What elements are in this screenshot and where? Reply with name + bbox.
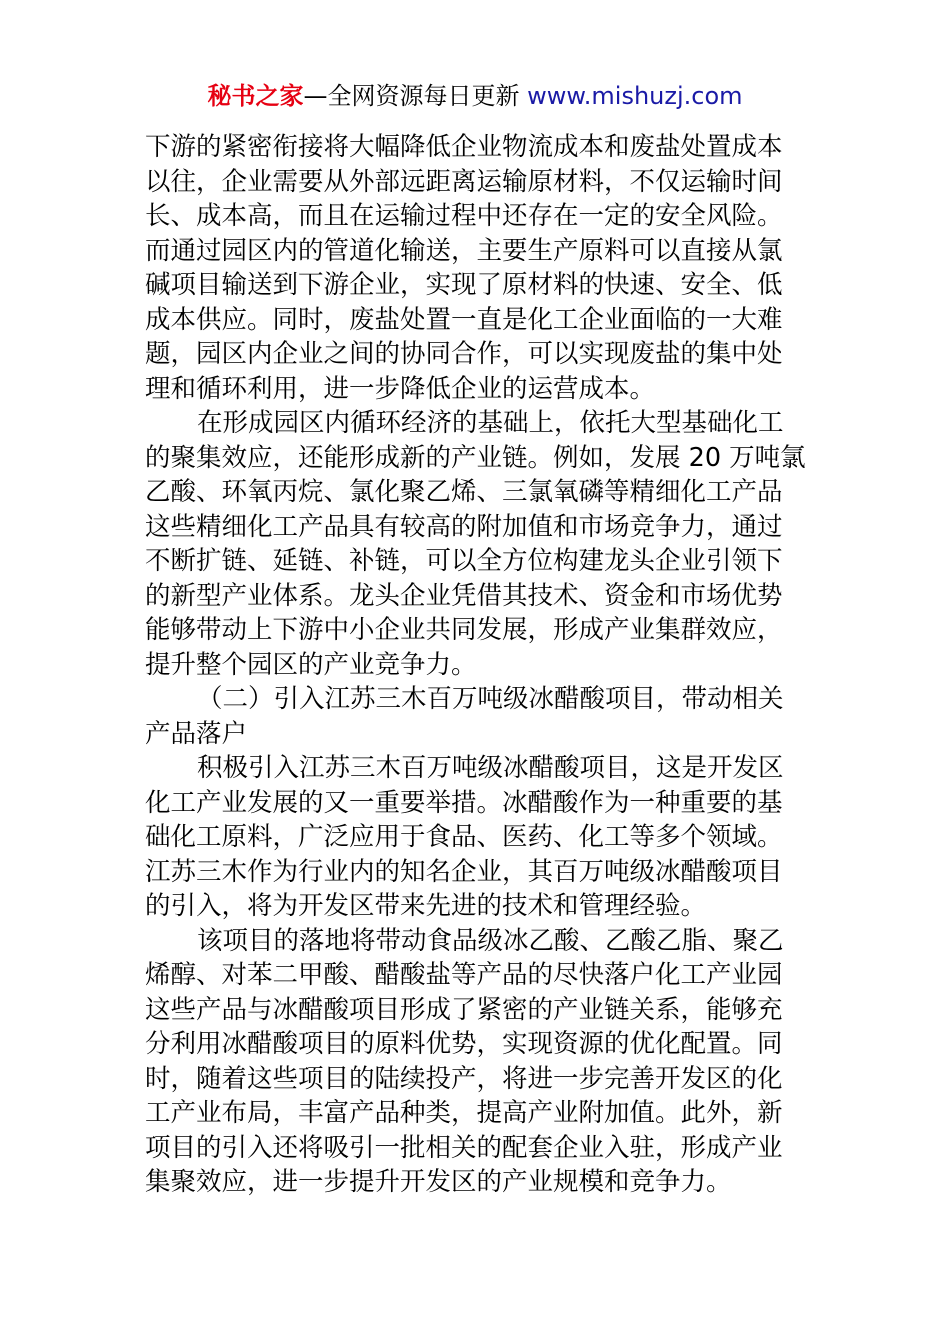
site-header: [0, 80, 950, 112]
text-line: 理和循环利用，进一步降低企业的运营成本。: [145, 373, 656, 404]
text-line: 工产业布局，丰富产品种类，提高产业附加值。此外，新: [145, 1098, 783, 1128]
document-body: [145, 130, 810, 1200]
text-line: 化工产业发展的又一重要举措。冰醋酸作为一种重要的基: [145, 787, 783, 818]
text-line: 在形成园区内循环经济的基础上，依托大型基础化工: [197, 408, 784, 438]
text-line: 江苏三木作为行业内的知名企业，其百万吨级冰醋酸项目: [145, 856, 783, 887]
text-line: 分利用冰醋酸项目的原料优势，实现资源的优化配置。同: [145, 1029, 783, 1059]
text-line: 这些精细化工产品具有较高的附加值和市场竞争力，通过: [145, 511, 783, 542]
text-line: 下游的紧密衔接将大幅降低企业物流成本和废盐处置成本: [145, 132, 783, 162]
text-line: 集聚效应，进一步提升开发区的产业规模和竞争力。: [145, 1167, 732, 1197]
text-line: （二）引入江苏三木百万吨级冰醋酸项目，带动相关: [197, 684, 784, 714]
text-line: 能够带动上下游中小企业共同发展，形成产业集群效应，: [145, 615, 783, 645]
text-line: 碱项目输送到下游企业，实现了原材料的快速、安全、低: [145, 270, 783, 300]
brand-name: 秘书之家: [207, 82, 304, 110]
text-line: 这些产品与冰醋酸项目形成了紧密的产业链关系，能够充: [145, 994, 783, 1025]
text-line: 乙酸、环氧丙烷、氯化聚乙烯、三氯氧磷等精细化工产品: [145, 477, 783, 507]
text-line: 时，随着这些项目的陆续投产，将进一步完善开发区的化: [145, 1063, 783, 1094]
text-line: 该项目的落地将带动食品级冰乙酸、乙酸乙脂、聚乙: [197, 925, 784, 956]
text-line: 积极引入江苏三木百万吨级冰醋酸项目，这是开发区: [197, 753, 784, 783]
text-line: 础化工原料，广泛应用于食品、医药、化工等多个领域。: [145, 822, 783, 852]
text-line: 成本供应。同时，废盐处置一直是化工企业面临的一大难: [145, 304, 783, 335]
text-line: 不断扩链、延链、补链，可以全方位构建龙头企业引领下: [145, 546, 783, 576]
text-line: 产品落户: [145, 718, 248, 749]
text-line: 烯醇、对苯二甲酸、醋酸盐等产品的尽快落户化工产业园: [145, 960, 783, 990]
text-line: 的新型产业体系。龙头企业凭借其技术、资金和市场优势: [145, 580, 783, 611]
site-url-link[interactable]: www.mishuzj.com: [527, 82, 743, 110]
text-line: 项目的引入还将吸引一批相关的配套企业入驻，形成产业: [145, 1132, 783, 1163]
text-line: 以往，企业需要从外部远距离运输原材料，不仅运输时间: [145, 166, 783, 197]
text-line: 提升整个园区的产业竞争力。: [145, 649, 477, 680]
text-line: 长、成本高，而且在运输过程中还存在一定的安全风险。: [145, 201, 783, 231]
text-line: 的聚集效应，还能形成新的产业链。例如，发展 20 万吨氯: [145, 442, 806, 473]
text-line: 题，园区内企业之间的协同合作，可以实现废盐的集中处: [145, 339, 783, 369]
text-line: 而通过园区内的管道化输送，主要生产原料可以直接从氯: [145, 235, 783, 266]
header-tagline: —全网资源每日更新: [303, 82, 528, 110]
text-line: 的引入，将为开发区带来先进的技术和管理经验。: [145, 891, 707, 921]
